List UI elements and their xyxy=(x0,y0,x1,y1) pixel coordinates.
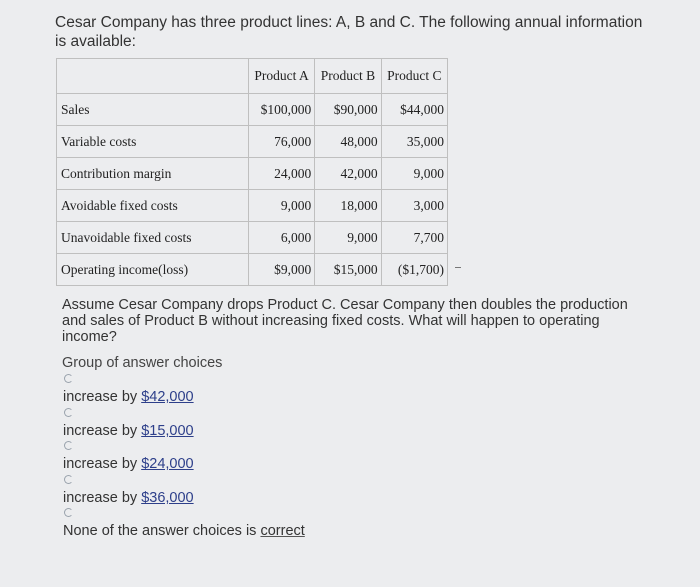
cell-product-b: $90,000 xyxy=(315,94,381,126)
row-label: Variable costs xyxy=(57,126,249,158)
table-row-operating-income xyxy=(57,254,448,286)
cell-product-c: 35,000 xyxy=(381,126,447,158)
option-prefix: increase by xyxy=(63,389,142,405)
option-prefix: increase by xyxy=(63,456,142,472)
question-text: Cesar Company has three product lines: A, B and C. The following annual information is available: xyxy=(55,14,643,50)
row-label: Sales xyxy=(57,94,249,126)
cell-product-a: $9,000 xyxy=(248,254,314,286)
option-amount: correct xyxy=(260,523,305,539)
table-row-unavoidable-fixed-costs xyxy=(57,222,448,254)
cell-product-c: ($1,700) xyxy=(381,254,447,286)
option-amount: $15,000 xyxy=(141,423,194,439)
cell-product-c: 3,000 xyxy=(381,190,447,222)
option-amount: $36,000 xyxy=(141,490,194,506)
option-prefix: increase by xyxy=(63,490,142,506)
cell-product-c: 7,700 xyxy=(381,222,447,254)
answer-option-5[interactable] xyxy=(63,523,305,539)
cell-product-a: 6,000 xyxy=(248,222,314,254)
table-row-avoidable-fixed-costs xyxy=(57,190,448,222)
cell-product-b: 18,000 xyxy=(315,190,381,222)
row-label: Operating income(loss) xyxy=(57,254,249,286)
cell-product-b: 9,000 xyxy=(315,222,381,254)
radio-option-2[interactable] xyxy=(64,408,73,417)
row-label: Unavoidable fixed costs xyxy=(57,222,249,254)
cell-product-a: $100,000 xyxy=(248,94,314,126)
cell-product-c: 9,000 xyxy=(381,158,447,190)
cell-product-a: 24,000 xyxy=(248,158,314,190)
option-amount: $24,000 xyxy=(141,456,194,472)
radio-option-1[interactable] xyxy=(64,374,73,383)
assumption-text: Assume Cesar Company drops Product C. Cesar Company then doubles the production and sales of Product B without increasing fixed costs. What will happen to operating income? xyxy=(62,297,628,345)
option-prefix: None of the answer choices is xyxy=(63,523,261,539)
column-header-product-b: Product B xyxy=(315,59,381,94)
option-prefix: increase by xyxy=(63,423,142,439)
cell-product-c: $44,000 xyxy=(381,94,447,126)
cell-product-a: 76,000 xyxy=(248,126,314,158)
cell-product-b: $15,000 xyxy=(315,254,381,286)
table-row-variable-costs xyxy=(57,126,448,158)
option-amount: $42,000 xyxy=(141,389,194,405)
column-header-product-a: Product A xyxy=(248,59,314,94)
cell-product-a: 9,000 xyxy=(248,190,314,222)
column-header-product-c: Product C xyxy=(381,59,447,94)
answer-option-4[interactable] xyxy=(63,490,194,506)
answer-option-3[interactable] xyxy=(63,456,194,472)
answer-option-1[interactable] xyxy=(63,389,194,405)
table-header-row xyxy=(57,59,448,94)
group-label: Group of answer choices xyxy=(62,355,223,371)
product-line-table xyxy=(56,58,448,286)
row-label: Contribution margin xyxy=(57,158,249,190)
answer-option-2[interactable] xyxy=(63,423,194,439)
radio-option-3[interactable] xyxy=(64,441,73,450)
radio-option-4[interactable] xyxy=(64,475,73,484)
radio-option-5[interactable] xyxy=(64,508,73,517)
cell-product-b: 42,000 xyxy=(315,158,381,190)
table-row-sales xyxy=(57,94,448,126)
table-header-blank xyxy=(57,59,249,94)
table-dash-mark xyxy=(455,267,461,268)
cell-product-b: 48,000 xyxy=(315,126,381,158)
table-row-contribution-margin xyxy=(57,158,448,190)
row-label: Avoidable fixed costs xyxy=(57,190,249,222)
